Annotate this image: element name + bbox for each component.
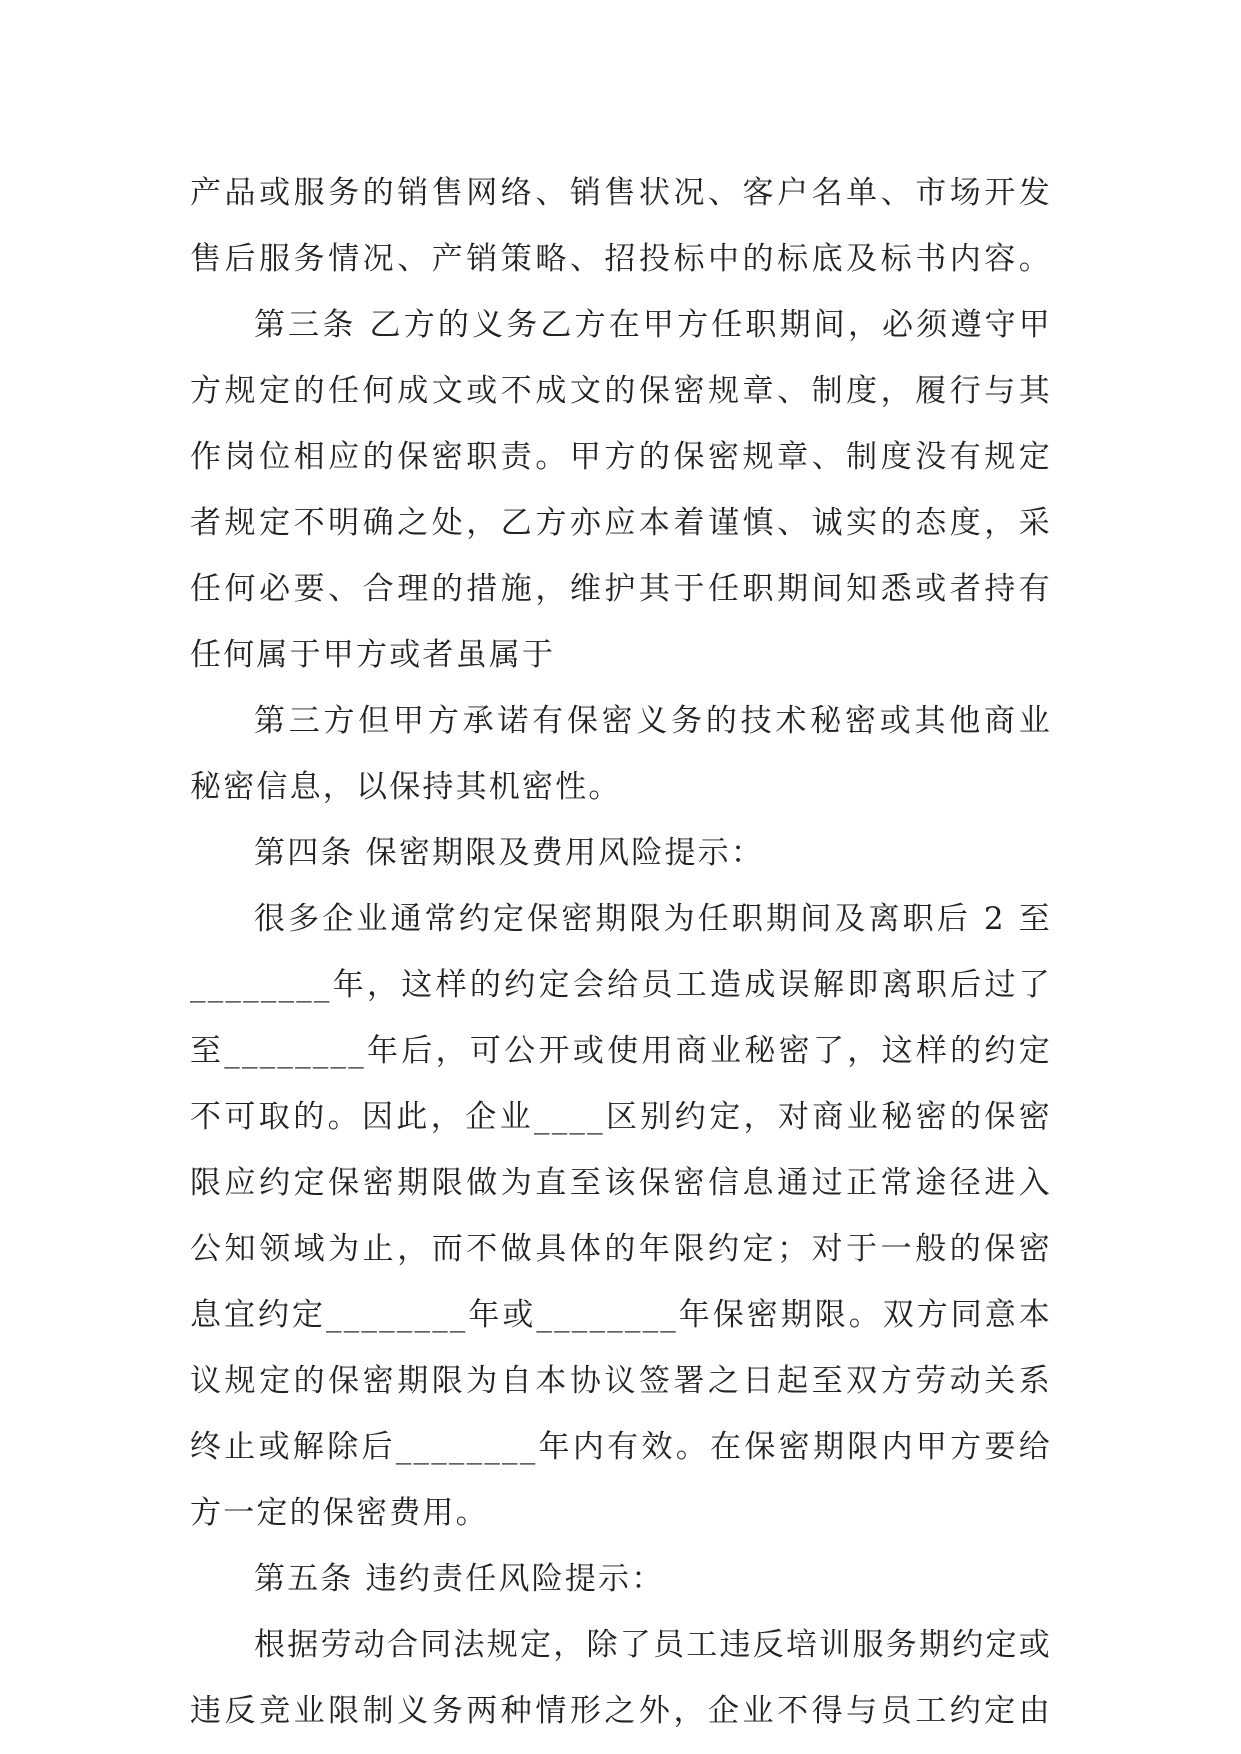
- paragraph-line: 很多企业通常约定保密期限为任职期间及离职后 2 至: [254, 901, 1052, 937]
- paragraph-line: 限应约定保密期限做为直至该保密信息通过正常途径进入: [190, 1165, 1052, 1201]
- paragraph-line: 秘密信息，以保持其机密性。: [190, 769, 622, 805]
- article-4-heading: 第四条 保密期限及费用风险提示：: [254, 835, 765, 871]
- paragraph-line: 者规定不明确之处，乙方亦应本着谨慎、诚实的态度，采: [190, 505, 1052, 541]
- paragraph-line: 售后服务情况、产销策略、招投标中的标底及标书内容。: [190, 241, 1052, 277]
- paragraph-line: 终止或解除后________年内有效。在保密期限内甲方要给: [190, 1429, 1052, 1465]
- paragraph-line: 不可取的。因此，企业____区别约定，对商业秘密的保密: [190, 1099, 1052, 1135]
- article-3-heading-line: 第三条 乙方的义务乙方在甲方任职期间，必须遵守甲: [254, 307, 1052, 343]
- paragraph-line: 议规定的保密期限为自本协议签署之日起至双方劳动关系: [190, 1363, 1052, 1399]
- paragraph-line: 任何必要、合理的措施，维护其于任职期间知悉或者持有: [190, 571, 1052, 607]
- paragraph-line: 方规定的任何成文或不成文的保密规章、制度，履行与其: [190, 373, 1052, 409]
- paragraph-line: 产品或服务的销售网络、销售状况、客户名单、市场开发: [190, 175, 1052, 211]
- document-body: [190, 160, 1052, 1744]
- paragraph-line: 作岗位相应的保密职责。甲方的保密规章、制度没有规定: [190, 439, 1052, 475]
- paragraph-line: 根据劳动合同法规定，除了员工违反培训服务期约定或: [254, 1627, 1052, 1663]
- paragraph-line: 息宜约定________年或________年保密期限。双方同意本: [190, 1297, 1052, 1333]
- paragraph-line: 第三方但甲方承诺有保密义务的技术秘密或其他商业: [254, 703, 1052, 739]
- paragraph-line: 违反竞业限制义务两种情形之外，企业不得与员工约定由: [190, 1693, 1052, 1729]
- article-5-heading: 第五条 违约责任风险提示：: [254, 1561, 665, 1597]
- paragraph-line: 公知领域为止，而不做具体的年限约定；对于一般的保密: [190, 1231, 1052, 1267]
- paragraph-line: 至________年后，可公开或使用商业秘密了，这样的约定: [190, 1033, 1052, 1069]
- paragraph-line: 任何属于甲方或者虽属于: [190, 637, 556, 673]
- paragraph-line: 方一定的保密费用。: [190, 1495, 489, 1531]
- paragraph-line: ________年，这样的约定会给员工造成误解即离职后过了: [190, 967, 1052, 1003]
